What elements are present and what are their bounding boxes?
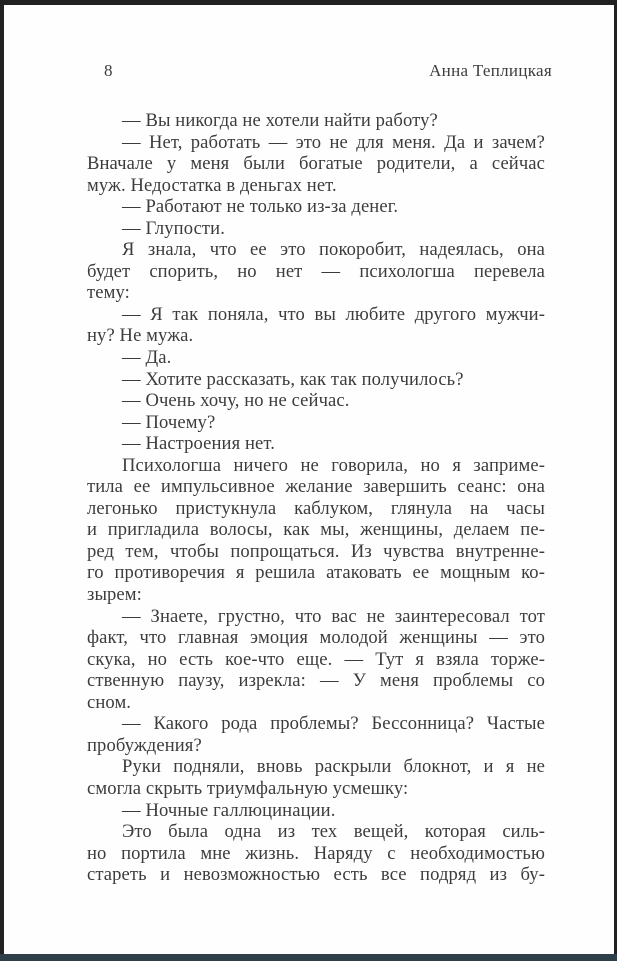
text-line-15: — Почему?	[122, 411, 216, 433]
text-line-14: — Очень хочу, но не сейчас.	[122, 390, 350, 412]
text-line-25: факт, что главная эмоция молодой женщины — это	[87, 627, 545, 649]
text-line-17: Психологша ничего не говорила, но я заприме-	[122, 454, 545, 476]
text-line-8: будет спорить, но нет — психологша перевела	[87, 260, 545, 282]
text-line-34: Это была одна из тех вещей, которая силь-	[122, 821, 545, 843]
text-line-5: — Работают не только из-за денег.	[122, 196, 399, 218]
page-frame-left	[0, 0, 4, 961]
page-header	[87, 61, 552, 81]
body-text	[87, 110, 545, 886]
text-line-26: скука, но есть кое-что еще. — Тут я взяла торже-	[87, 648, 545, 670]
text-line-36: стареть и невозможностью есть все подряд из бу-	[87, 864, 545, 886]
text-line-10: — Я так поняла, что вы любите другого мужчи-	[122, 303, 545, 325]
text-line-32: смогла скрыть триумфальную усмешку:	[87, 777, 409, 799]
text-line-24: — Знаете, грустно, что вас не заинтересовал тот	[122, 605, 545, 627]
text-line-22: го противоречия я решила атаковать ее мощным ко-	[87, 562, 545, 584]
text-line-31: Руки подняли, вновь раскрыли блокнот, и я не	[122, 756, 545, 778]
text-line-29: — Какого рода проблемы? Бессонница? Частые	[122, 713, 545, 735]
text-line-18: тила ее импульсивное желание завершить сеанс: она	[87, 476, 545, 498]
text-line-28: сном.	[87, 691, 132, 713]
text-line-16: — Настроения нет.	[122, 433, 275, 455]
running-head-author: Анна Теплицкая	[429, 61, 552, 80]
text-line-11: ну? Не мужа.	[87, 325, 194, 347]
text-line-6: — Глупости.	[122, 217, 225, 239]
text-line-3: Вначале у меня были богатые родители, а сейчас	[87, 153, 545, 175]
text-line-20: и пригладила волосы, как мы, женщины, делаем пе-	[87, 519, 545, 541]
text-line-33: — Ночные галлюцинации.	[122, 799, 336, 821]
text-line-23: зырем:	[87, 584, 142, 606]
text-line-35: но портила мне жизнь. Наряду с необходимостью	[87, 842, 545, 864]
text-line-27: ственную паузу, изрекла: — У меня проблемы со	[87, 670, 545, 692]
text-line-30: пробуждения?	[87, 734, 202, 756]
text-line-19: легонько пристукнула каблуком, глянула на часы	[87, 497, 545, 519]
text-line-21: ред тем, чтобы попрощаться. Из чувства внутренне-	[87, 540, 545, 562]
page-frame-bottom	[0, 954, 617, 961]
page-number: 8	[104, 61, 113, 80]
text-line-2: — Нет, работать — это не для меня. Да и зачем?	[122, 131, 545, 153]
text-line-4: муж. Недостатка в деньгах нет.	[87, 174, 337, 196]
text-line-12: — Да.	[122, 347, 172, 369]
text-line-1: — Вы никогда не хотели найти работу?	[122, 110, 438, 131]
text-line-13: — Хотите рассказать, как так получилось?	[122, 368, 464, 390]
page-frame-top	[0, 0, 617, 5]
text-line-9: тему:	[87, 282, 130, 304]
text-line-7: Я знала, что ее это покоробит, надеялась, она	[122, 239, 545, 261]
